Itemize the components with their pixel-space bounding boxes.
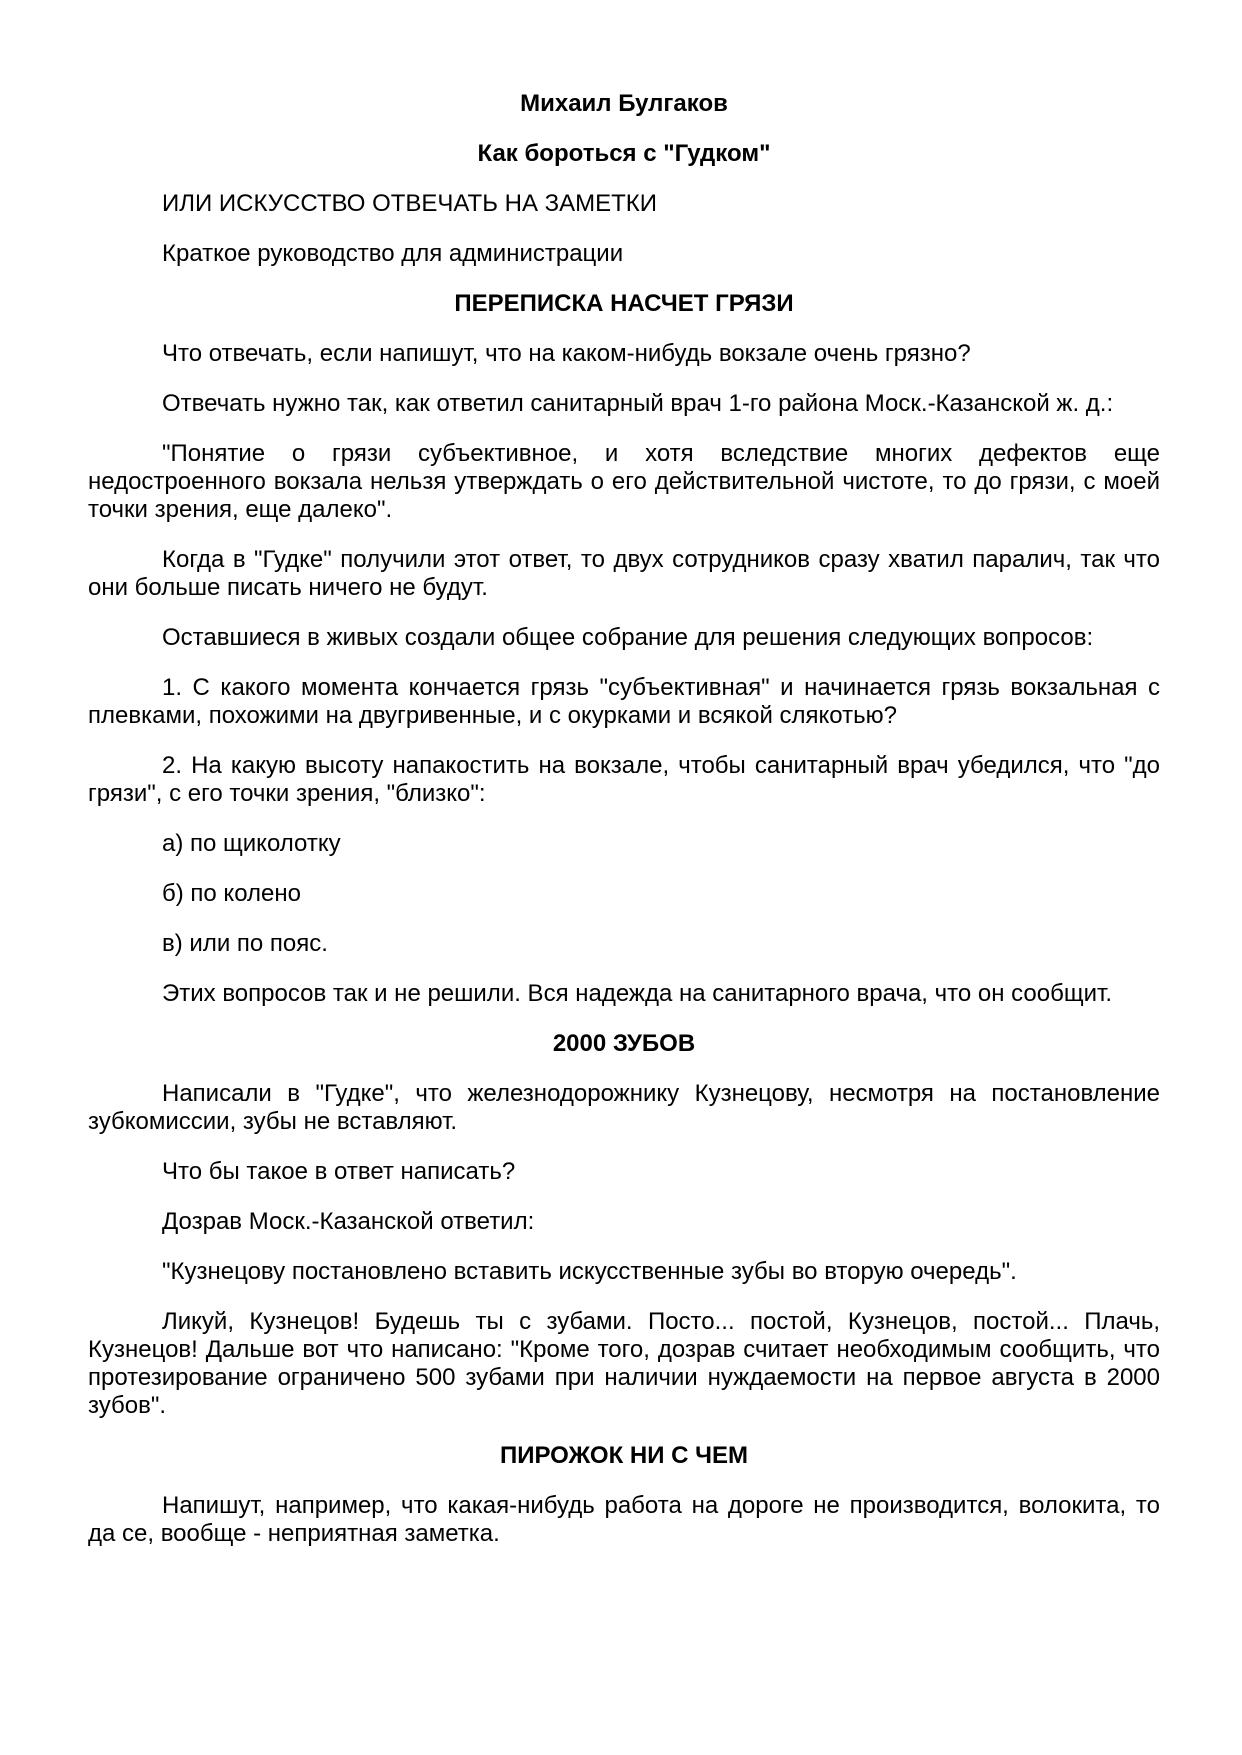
- section-heading-dirt: ПЕРЕПИСКА НАСЧЕТ ГРЯЗИ: [454, 290, 794, 317]
- paragraph: Напишут, например, что какая-нибудь работа на дороге не производится, волокита, то да се, вообще - неприятная заметка.: [88, 1492, 1160, 1547]
- subtitle-2: Краткое руководство для администрации: [162, 240, 624, 267]
- paragraph: Написали в "Гудке", что железнодорожнику Кузнецову, несмотря на постановление зубкомиссии, зубы не вставляют.: [88, 1080, 1160, 1135]
- paragraph: Когда в "Гудке" получили этот ответ, то двух сотрудников сразу хватил паралич, так что они больше писать ничего не будут.: [88, 546, 1160, 601]
- paragraph: Этих вопросов так и не решили. Вся надежда на санитарного врача, что он сообщит.: [162, 980, 1113, 1007]
- paragraph: Что отвечать, если напишут, что на каком-нибудь вокзале очень грязно?: [162, 340, 971, 367]
- list-item: б) по колено: [162, 880, 301, 907]
- section-heading-pie: ПИРОЖОК НИ С ЧЕМ: [499, 1442, 748, 1469]
- paragraph: Что бы такое в ответ написать?: [162, 1158, 516, 1185]
- paragraph: "Понятие о грязи субъективное, и хотя вследствие многих дефектов еще недостроенного вокзала нельзя утверждать о его действительной чистоте, то до грязи, с моей точки зрения, еще далеко".: [88, 440, 1160, 523]
- paragraph: Дозрав Моск.-Казанской ответил:: [162, 1208, 535, 1235]
- author: Михаил Булгаков: [520, 90, 728, 117]
- paragraph: "Кузнецову постановлено вставить искусственные зубы во вторую очередь".: [162, 1258, 1017, 1285]
- section-heading-teeth: 2000 ЗУБОВ: [552, 1030, 696, 1057]
- paragraph: Ликуй, Кузнецов! Будешь ты с зубами. Посто... постой, Кузнецов, постой... Плачь, Кузнецов! Дальше вот что написано: "Кроме того, дозрав считает необходимым сообщить, что протезирование ограничено 500 зубами при наличии нуждаемости на первое августа в 2000 зубов".: [88, 1308, 1160, 1419]
- list-item: а) по щиколотку: [162, 830, 341, 857]
- paragraph: 1. С какого момента кончается грязь "субъективная" и начинается грязь вокзальная с плевками, похожими на двугривенные, и с окурками и всякой слякотью?: [88, 674, 1160, 729]
- document-title: Как бороться с "Гудком": [477, 140, 771, 167]
- paragraph: 2. На какую высоту напакостить на вокзале, чтобы санитарный врач убедился, что "до грязи", с его точки зрения, "близко":: [88, 752, 1160, 807]
- paragraph: Оставшиеся в живых создали общее собрание для решения следующих вопросов:: [162, 624, 1094, 651]
- subtitle: ИЛИ ИСКУССТВО ОТВЕЧАТЬ НА ЗАМЕТКИ: [162, 190, 658, 217]
- document-page: [88, 90, 1160, 1570]
- paragraph: Отвечать нужно так, как ответил санитарный врач 1-го района Моск.-Казанской ж. д.:: [162, 390, 1114, 417]
- list-item: в) или по пояс.: [162, 930, 328, 957]
